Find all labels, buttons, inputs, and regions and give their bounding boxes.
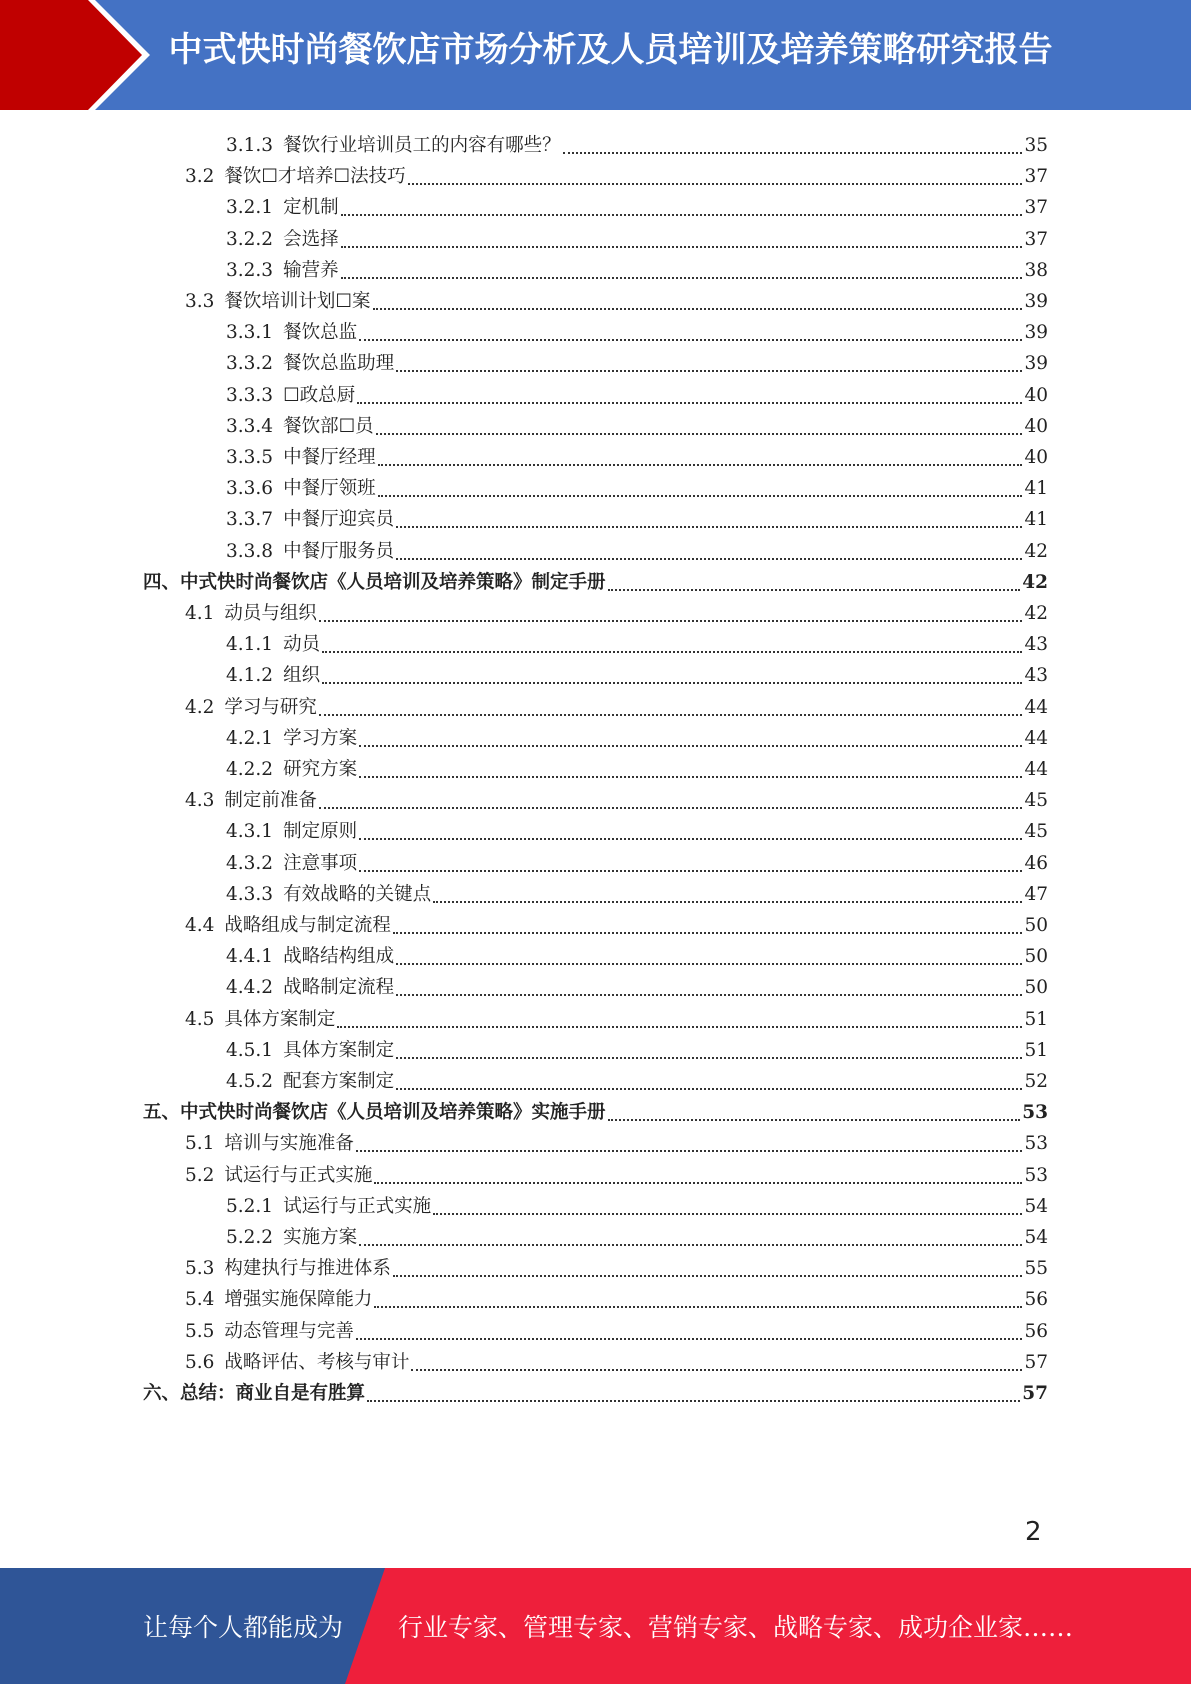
toc-entry-label: 有效战略的关键点 (283, 883, 432, 905)
toc-entry-number: 3.3.5 (226, 447, 274, 468)
toc-entry-label: 注意事项 (283, 852, 358, 874)
toc-entry-label: 配套方案制定 (283, 1071, 395, 1092)
toc-entry-page: 50 (1024, 946, 1048, 968)
toc-entry-page: 39 (1024, 291, 1048, 312)
footer-slogan-left: 让每个人都能成为 (143, 1613, 344, 1642)
toc-entry-page: 50 (1024, 977, 1048, 999)
toc-entry-number: 四、 (143, 571, 181, 593)
toc-dot-leader (563, 151, 1023, 154)
toc-entry-number: 4.3 (185, 790, 215, 812)
toc-dot-leader (367, 1399, 1020, 1402)
toc-entry-page: 54 (1024, 1227, 1048, 1248)
toc-dot-leader (319, 806, 1023, 809)
toc-entry-number: 3.2.1 (226, 197, 274, 219)
toc-entry-page: 45 (1024, 790, 1048, 812)
page-footer (0, 1568, 1191, 1684)
toc-entry-label: 制定前准备 (224, 790, 317, 812)
toc-entry-label: 中式快时尚餐饮店《人员培训及培养策略》实施手册 (180, 1102, 606, 1124)
toc-entry[interactable] (226, 720, 1048, 751)
toc-entry[interactable] (226, 252, 1048, 283)
toc-entry-label: 战略结构组成 (283, 946, 395, 968)
toc-dot-leader (608, 588, 1021, 591)
toc-entry-page: 40 (1024, 384, 1048, 406)
toc-entry-page: 53 (1024, 1164, 1048, 1186)
toc-entry-page: 53 (1022, 1102, 1048, 1124)
toc-entry-label: 学习与研究 (224, 696, 317, 718)
toc-dot-leader (374, 1305, 1022, 1308)
toc-dot-leader (356, 1149, 1023, 1152)
toc-entry[interactable] (185, 1344, 1048, 1375)
toc-entry-label: 餐饮总监助理 (283, 353, 395, 375)
toc-dot-leader (396, 557, 1022, 560)
toc-entry-number: 5.2.2 (226, 1227, 274, 1248)
toc-entry-label: 战略组成与制定流程 (224, 915, 391, 936)
toc-entry-number: 4.2.1 (226, 727, 274, 749)
toc-entry-label: 试运行与正式实施 (224, 1164, 373, 1186)
toc-entry-label: 餐饮行业培训员工的内容有哪些？ (283, 135, 561, 156)
toc-entry[interactable] (226, 439, 1048, 470)
toc-entry-number: 5.1 (185, 1133, 215, 1155)
toc-entry-number: 5.3 (185, 1258, 215, 1280)
toc-entry[interactable] (185, 283, 1048, 314)
toc-entry[interactable] (226, 751, 1048, 782)
toc-entry[interactable] (185, 158, 1048, 189)
toc-dot-leader (359, 338, 1022, 341)
toc-entry[interactable] (226, 314, 1048, 345)
toc-dot-leader (359, 775, 1022, 778)
report-title: 中式快时尚餐饮店市场分析及人员培训及培养策略研究报告 (168, 30, 1053, 70)
toc-entry-page: 37 (1024, 197, 1048, 219)
toc-entry[interactable] (226, 626, 1048, 657)
page-header (0, 0, 1191, 110)
toc-entry-page: 41 (1024, 509, 1048, 531)
toc-entry-number: 3.3.4 (226, 415, 274, 437)
toc-entry[interactable] (226, 345, 1048, 376)
toc-entry-number: 4.3.2 (226, 852, 274, 874)
toc-entry-page: 55 (1024, 1258, 1048, 1280)
toc-entry-page: 42 (1024, 540, 1048, 562)
toc-entry-page: 42 (1024, 603, 1048, 624)
toc-entry[interactable] (226, 470, 1048, 501)
toc-entry-page: 54 (1024, 1195, 1048, 1217)
toc-entry-label: 中餐厅经理 (283, 447, 376, 468)
toc-dot-leader (341, 245, 1023, 248)
toc-entry-label: 输营养 (283, 259, 339, 281)
toc-entry-page: 56 (1024, 1289, 1048, 1311)
toc-entry[interactable] (226, 408, 1048, 439)
toc-entry-label: 会选择 (283, 228, 339, 250)
header-chevron-red (0, 0, 142, 110)
toc-entry-label: 动员与组织 (224, 603, 317, 624)
toc-entry[interactable] (185, 689, 1048, 720)
footer-slogan-right: 行业专家、管理专家、营销专家、战略专家、成功企业家…… (398, 1613, 1074, 1642)
toc-entry-page: 56 (1024, 1320, 1048, 1342)
toc-dot-leader (433, 1212, 1022, 1215)
toc-entry-number: 3.3.8 (226, 540, 274, 562)
toc-entry-page: 57 (1024, 1351, 1048, 1373)
toc-entry-page: 45 (1024, 821, 1048, 843)
toc-dot-leader (396, 993, 1022, 996)
toc-dot-leader (396, 369, 1022, 372)
toc-entry-number: 4.4.2 (226, 977, 274, 999)
toc-entry-label: 增强实施保障能力 (224, 1289, 373, 1311)
toc-entry-label: 中餐厅服务员 (283, 540, 395, 562)
toc-entry-number: 4.1 (185, 603, 215, 624)
toc-entry-page: 50 (1024, 915, 1048, 936)
toc-entry-page: 37 (1024, 228, 1048, 250)
toc-entry-page: 38 (1024, 259, 1048, 281)
toc-entry-page: 39 (1024, 353, 1048, 375)
toc-entry-number: 3.2 (185, 166, 215, 188)
toc-entry-label: 动态管理与完善 (224, 1320, 354, 1342)
toc-entry-label: 具体方案制定 (224, 1008, 336, 1030)
toc-entry-number: 4.5.1 (226, 1039, 274, 1061)
toc-entry-number: 3.3.3 (226, 384, 274, 406)
toc-dot-leader (341, 276, 1023, 279)
toc-entry-number: 3.2.3 (226, 259, 274, 281)
toc-entry-label: 战略评估、考核与审计 (224, 1351, 410, 1373)
toc-entry[interactable] (226, 657, 1048, 688)
toc-entry-label: 培训与实施准备 (224, 1133, 354, 1155)
toc-dot-leader (396, 962, 1022, 965)
toc-entry-label: 组织 (283, 665, 321, 687)
toc-dot-leader (378, 494, 1023, 497)
toc-entry-number: 5.6 (185, 1351, 215, 1373)
toc-entry[interactable] (143, 564, 1048, 595)
toc-entry[interactable] (226, 1219, 1048, 1250)
toc-entry-label: 试运行与正式实施 (283, 1195, 432, 1217)
toc-entry-number: 5.5 (185, 1320, 215, 1342)
toc-entry-number: 3.3.6 (226, 478, 274, 500)
toc-entry[interactable] (185, 1281, 1048, 1312)
toc-entry-number: 六、 (143, 1383, 181, 1404)
toc-entry-label: 定机制 (283, 197, 339, 219)
toc-entry[interactable] (226, 533, 1048, 564)
toc-entry-number: 五、 (143, 1102, 181, 1124)
toc-entry[interactable] (226, 377, 1048, 408)
toc-entry[interactable] (185, 1001, 1048, 1032)
toc-entry-number: 3.3.1 (226, 322, 274, 344)
toc-entry[interactable] (226, 221, 1048, 252)
toc-entry[interactable] (185, 595, 1048, 626)
toc-entry-number: 3.1.3 (226, 135, 274, 156)
toc-dot-leader (376, 432, 1023, 435)
toc-entry-page: 44 (1024, 696, 1048, 718)
toc-entry-number: 4.4.1 (226, 946, 274, 968)
toc-entry-number: 4.2 (185, 696, 215, 718)
toc-entry[interactable] (226, 1063, 1048, 1094)
toc-entry-number: 3.3.2 (226, 353, 274, 375)
toc-entry-page: 57 (1022, 1383, 1048, 1404)
toc-dot-leader (359, 869, 1022, 872)
toc-entry-page: 44 (1024, 727, 1048, 749)
toc-entry-page: 46 (1024, 852, 1048, 874)
toc-entry-page: 43 (1024, 665, 1048, 687)
toc-entry-page: 53 (1024, 1133, 1048, 1155)
toc-entry-label: 餐饮☐才培养☐法技巧 (224, 166, 406, 188)
toc-entry-number: 4.3.3 (226, 883, 274, 905)
toc-dot-leader (396, 1056, 1022, 1059)
toc-dot-leader (359, 744, 1022, 747)
toc-entry-page: 37 (1024, 166, 1048, 188)
toc-entry-page: 40 (1024, 415, 1048, 437)
toc-entry-label: 战略制定流程 (283, 977, 395, 999)
toc-entry-page: 40 (1024, 447, 1048, 468)
toc-entry[interactable] (226, 813, 1048, 844)
toc-dot-leader (322, 650, 1022, 653)
page-number: 2 (1025, 1517, 1042, 1547)
toc-dot-leader (378, 463, 1023, 466)
toc-entry[interactable] (226, 845, 1048, 876)
toc-entry-page: 47 (1024, 883, 1048, 905)
toc-dot-leader (357, 401, 1022, 404)
toc-dot-leader (396, 1087, 1022, 1090)
toc-dot-leader (374, 1181, 1022, 1184)
toc-entry-label: 动员 (283, 634, 321, 656)
toc-entry-label: 构建执行与推进体系 (224, 1258, 391, 1280)
toc-dot-leader (608, 1118, 1021, 1121)
toc-entry-number: 3.3.7 (226, 509, 274, 531)
toc-entry[interactable] (185, 782, 1048, 813)
toc-dot-leader (396, 525, 1022, 528)
toc-entry-number: 4.3.1 (226, 821, 274, 843)
toc-dot-leader (433, 900, 1022, 903)
toc-dot-leader (319, 619, 1023, 622)
toc-dot-leader (411, 1368, 1022, 1371)
toc-entry[interactable] (185, 1313, 1048, 1344)
toc-dot-leader (359, 837, 1022, 840)
toc-entry-page: 42 (1022, 571, 1048, 593)
toc-entry-number: 3.2.2 (226, 228, 274, 250)
toc-entry-number: 5.2 (185, 1164, 215, 1186)
toc-entry-label: 具体方案制定 (283, 1039, 395, 1061)
toc-entry-label: 制定原则 (283, 821, 358, 843)
toc-dot-leader (322, 681, 1022, 684)
toc-entry-label: 研究方案 (283, 759, 358, 780)
toc-entry-label: 学习方案 (283, 727, 358, 749)
toc-entry-label: 实施方案 (283, 1227, 358, 1248)
toc-entry[interactable] (185, 907, 1048, 938)
toc-entry-number: 4.1.1 (226, 634, 274, 656)
toc-dot-leader (356, 1337, 1023, 1340)
toc-entry[interactable] (185, 1157, 1048, 1188)
toc-entry-label: 中餐厅迎宾员 (283, 509, 395, 531)
toc-entry-label: 中式快时尚餐饮店《人员培训及培养策略》制定手册 (180, 571, 606, 593)
toc-entry[interactable] (226, 969, 1048, 1000)
toc-entry[interactable] (226, 876, 1048, 907)
toc-entry[interactable] (226, 189, 1048, 220)
toc-entry[interactable] (226, 1188, 1048, 1219)
toc-entry-page: 41 (1024, 478, 1048, 500)
toc-entry-number: 4.1.2 (226, 665, 274, 687)
toc-entry-number: 4.2.2 (226, 759, 274, 780)
toc-entry-number: 3.3 (185, 291, 215, 312)
toc-entry[interactable] (226, 127, 1048, 158)
toc-dot-leader (373, 307, 1023, 310)
toc-entry-page: 39 (1024, 322, 1048, 344)
toc-dot-leader (341, 213, 1023, 216)
toc-entry-number: 4.5.2 (226, 1071, 274, 1092)
toc-entry-page: 43 (1024, 634, 1048, 656)
toc-entry[interactable] (226, 501, 1048, 532)
toc-entry-page: 52 (1024, 1071, 1048, 1092)
toc-entry-label: 餐饮部☐员 (283, 415, 374, 437)
toc-entry[interactable] (185, 1250, 1048, 1281)
toc-entry-number: 4.5 (185, 1008, 215, 1030)
toc-dot-leader (408, 182, 1023, 185)
toc-dot-leader (393, 1274, 1023, 1277)
toc-entry-label: 餐饮培训计划☐案 (224, 291, 371, 312)
toc-entry-number: 5.4 (185, 1289, 215, 1311)
toc-entry[interactable] (226, 1032, 1048, 1063)
toc-dot-leader (359, 1243, 1022, 1246)
toc-entry-page: 51 (1024, 1008, 1048, 1030)
toc-entry-page: 51 (1024, 1039, 1048, 1061)
toc-entry[interactable] (143, 1094, 1048, 1125)
toc-entry-page: 35 (1024, 135, 1048, 156)
toc-entry[interactable] (185, 1125, 1048, 1156)
toc-entry-label: 总结：商业自是有胜算 (180, 1383, 366, 1404)
toc-entry-label: 餐饮总监 (283, 322, 358, 344)
toc-dot-leader (337, 1025, 1022, 1028)
toc-entry-page: 44 (1024, 759, 1048, 780)
toc-entry-label: 中餐厅领班 (283, 478, 376, 500)
toc-entry[interactable] (226, 938, 1048, 969)
toc-dot-leader (393, 931, 1023, 934)
toc-entry-number: 4.4 (185, 915, 215, 936)
toc-entry[interactable] (143, 1375, 1048, 1406)
toc-dot-leader (319, 713, 1023, 716)
toc-entry-number: 5.2.1 (226, 1195, 274, 1217)
toc-entry-label: ☐政总厨 (283, 384, 356, 406)
